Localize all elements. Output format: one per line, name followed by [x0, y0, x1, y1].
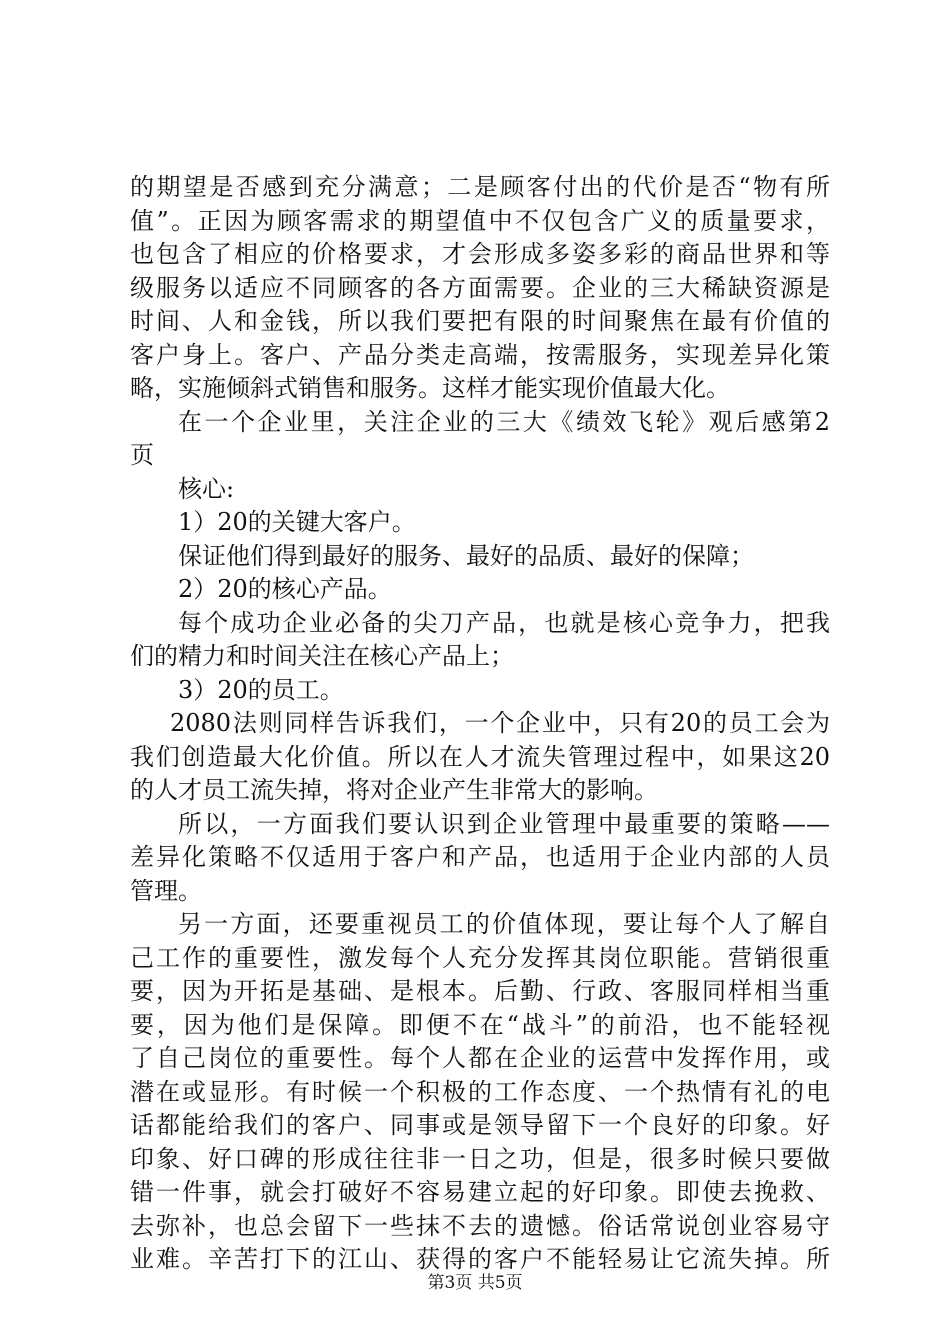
text-line: 错一件事，就会打破好不容易建立起的好印象。即使去挽救、: [130, 1178, 830, 1206]
text-line: 管理。: [130, 876, 202, 905]
text-line: 所以，一方面我们要认识到企业管理中最重要的策略——: [178, 809, 830, 838]
text-line: 在一个企业里，关注企业的三大《绩效飞轮》观后感第2: [178, 407, 830, 436]
text-line: 我们创造最大化价值。所以在人才流失管理过程中，如果这20: [130, 742, 830, 771]
list-item: 2）20的核心产品。: [178, 575, 392, 603]
text-line: 了自己岗位的重要性。每个人都在企业的运营中发挥作用，或: [130, 1044, 830, 1072]
text-line: 2080法则同样告诉我们，一个企业中，只有20的员工会为: [170, 709, 830, 737]
text-line: 核心:: [178, 474, 235, 503]
list-item: 1）20的关键大客户。: [178, 508, 416, 536]
text-line: 要，因为他们是保障。即便不在“战斗”的前沿，也不能轻视: [130, 1010, 830, 1039]
text-line: 们的精力和时间关注在核心产品上；: [130, 642, 514, 670]
text-line: 己工作的重要性，激发每个人充分发挥其岗位职能。营销很重: [130, 943, 830, 972]
text-line: 也包含了相应的价格要求，才会形成多姿多彩的商品世界和等: [130, 240, 830, 268]
text-line: 每个成功企业必备的尖刀产品，也就是核心竞争力，把我: [178, 608, 830, 637]
text-line: 的人才员工流失掉，将对企业产生非常大的影响。: [130, 776, 658, 804]
text-line: 客户身上。客户、产品分类走高端，按需服务，实现差异化策: [130, 340, 830, 369]
text-line: 去弥补，也总会留下一些抹不去的遗憾。俗话常说创业容易守: [130, 1211, 830, 1240]
text-line: 要，因为开拓是基础、是根本。后勤、行政、客服同样相当重: [130, 977, 830, 1005]
text-line: 的期望是否感到充分满意；二是顾客付出的代价是否“物有所: [130, 173, 830, 201]
text-line: 印象、好口碑的形成往往非一日之功，但是，很多时候只要做: [130, 1144, 830, 1173]
document-body: [130, 171, 830, 1277]
text-line: 级服务以适应不同顾客的各方面需要。企业的三大稀缺资源是: [130, 273, 830, 302]
text-line: 时间、人和金钱，所以我们要把有限的时间聚焦在最有价值的: [130, 307, 830, 335]
text-line: 另一方面，还要重视员工的价值体现，要让每个人了解自: [178, 910, 830, 938]
text-line: 话都能给我们的客户、同事或是领导留下一个良好的印象。好: [130, 1111, 830, 1139]
page-number: 第3页 共5页: [427, 1273, 523, 1293]
text-line: 保证他们得到最好的服务、最好的品质、最好的保障；: [178, 541, 754, 570]
text-line: 差异化策略不仅适用于客户和产品，也适用于企业内部的人员: [130, 843, 830, 871]
text-line: 值”。正因为顾客需求的期望值中不仅包含广义的质量要求，: [130, 206, 830, 235]
list-item: 3）20的员工。: [178, 675, 344, 704]
text-line: 业难。辛苦打下的江山、获得的客户不能轻易让它流失掉。所: [130, 1245, 830, 1273]
text-line: 略，实施倾斜式销售和服务。这样才能实现价值最大化。: [130, 374, 730, 402]
text-line: 潜在或显形。有时候一个积极的工作态度、一个热情有礼的电: [130, 1077, 830, 1106]
text-line: 页: [130, 441, 154, 469]
